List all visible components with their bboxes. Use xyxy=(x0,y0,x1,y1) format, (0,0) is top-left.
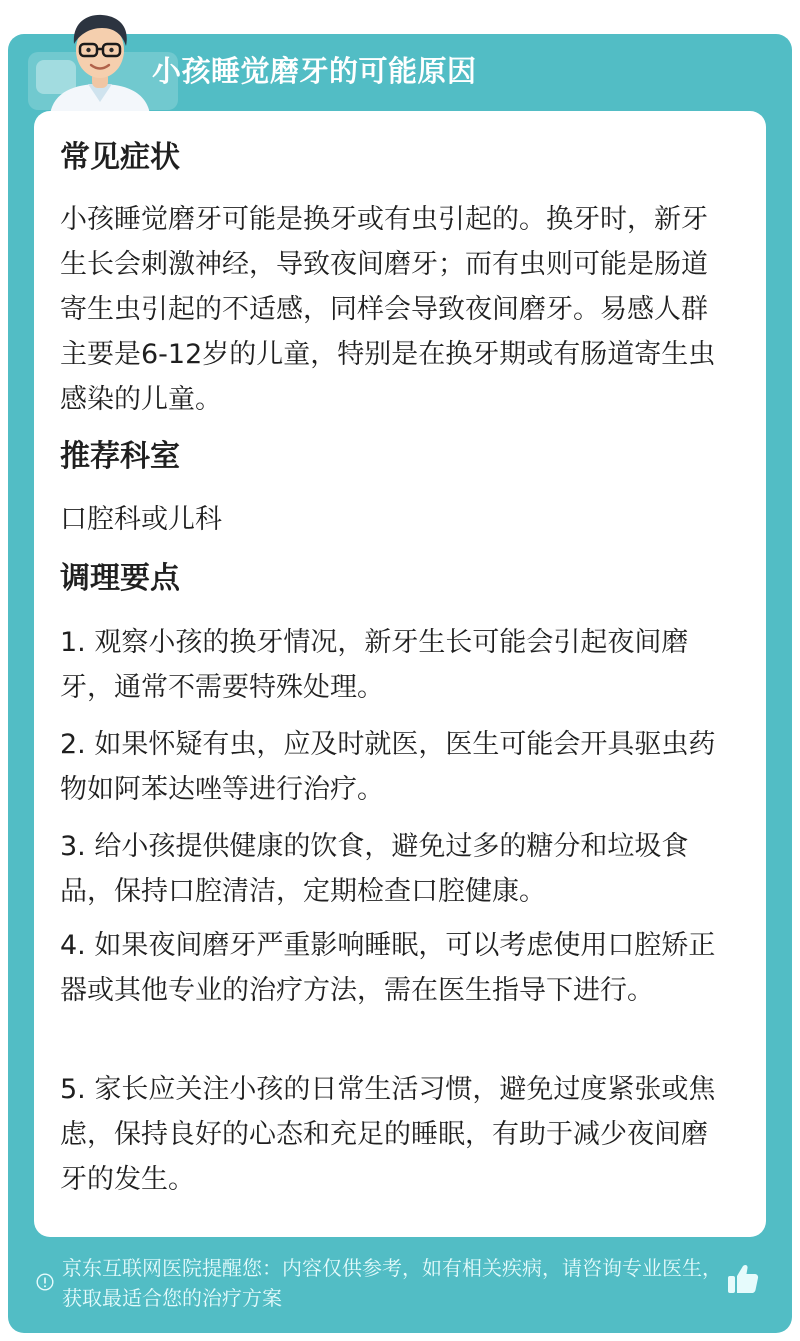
info-icon xyxy=(36,1273,54,1291)
care-heading: 调理要点 xyxy=(60,561,180,596)
disclaimer-text: 京东互联网医院提醒您：内容仅供参考，如有相关疾病，请咨询专业医生，获取最适合您的治疗方案 xyxy=(62,1256,722,1310)
care-item: 4. 如果夜间磨牙严重影响睡眠，可以考虑使用口腔矫正器或其他专业的治疗方法，需在医生指导下进行。 xyxy=(60,930,716,1006)
department-text: 口腔科或儿科 xyxy=(60,504,222,535)
care-item: 2. 如果怀疑有虫，应及时就医，医生可能会开具驱虫药物如阿苯达唑等进行治疗。 xyxy=(60,729,716,805)
care-item: 1. 观察小孩的换牙情况，新牙生长可能会引起夜间磨牙，通常不需要特殊处理。 xyxy=(60,627,689,703)
symptoms-section xyxy=(60,136,725,422)
symptoms-heading: 常见症状 xyxy=(60,140,180,175)
department-section xyxy=(60,435,725,542)
care-item: 5. 家长应关注小孩的日常生活习惯，避免过度紧张或焦虑，保持良好的心态和充足的睡眠，有助于减少夜间磨牙的发生。 xyxy=(60,1074,716,1195)
thumbs-up-icon[interactable] xyxy=(726,1262,760,1296)
page-title: 小孩睡觉磨牙的可能原因 xyxy=(152,54,477,88)
department-heading: 推荐科室 xyxy=(60,439,180,474)
care-section xyxy=(60,557,725,601)
doctor-avatar xyxy=(44,6,156,114)
care-item: 3. 给小孩提供健康的饮食，避免过多的糖分和垃圾食品，保持口腔清洁，定期检查口腔健康。 xyxy=(60,831,689,907)
symptoms-text: 小孩睡觉磨牙可能是换牙或有虫引起的。换牙时，新牙生长会刺激神经，导致夜间磨牙；而有虫则可能是肠道寄生虫引起的不适感，同样会导致夜间磨牙。易感人群主要是6-12岁的儿童，特别是在换牙期或有肠道寄生虫感染的儿童。 xyxy=(60,204,716,415)
